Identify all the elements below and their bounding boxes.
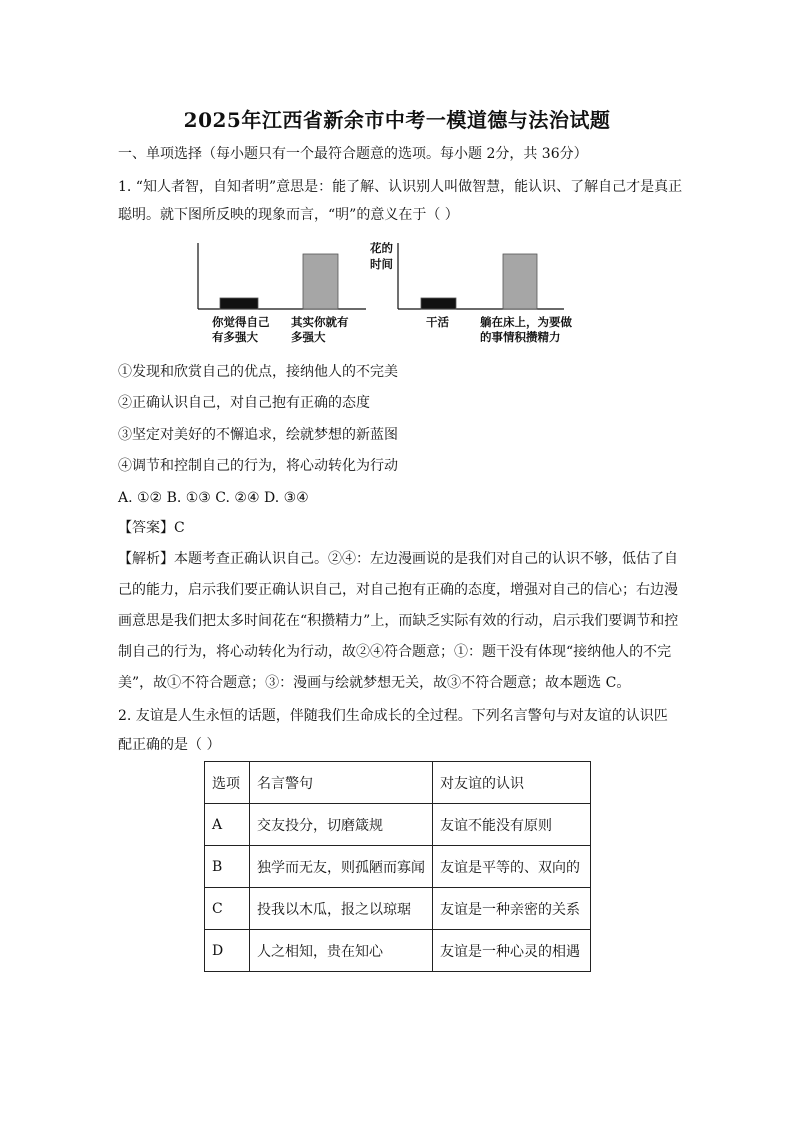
q1-option-3: ③坚定对美好的不懈追求，绘就梦想的新蓝图 [118, 427, 398, 443]
q1-analysis-line-3: 画意思是我们把太多时间花在“积攒精力”上，而缺乏实际有效的行动，启示我们要调节和控 [118, 613, 679, 629]
chart-category-label: 躺在床上，为要做 [480, 315, 572, 329]
chart-bar [303, 254, 338, 309]
table-row [205, 846, 591, 888]
q2-stem-line-1: 2. 友谊是人生永恒的话题，伴随我们生命成长的全过程。下列名言警句与对友谊的认识匹 [118, 708, 668, 724]
table-cell: A [205, 804, 250, 846]
chart-y-axis-label: 花的 [370, 241, 393, 255]
table-cell: 独学而无友，则孤陋而寡闻 [250, 846, 433, 888]
q1-option-4: ④调节和控制自己的行为，将心动转化为行动 [118, 458, 398, 474]
q1-analysis-line-4: 制自己的行为，将心动转化为行动，故②④符合题意；①：题干没有体现“接纳他人的不完 [118, 644, 672, 660]
table-cell: 友谊是平等的、双向的 [433, 846, 591, 888]
table-header-cell: 对友谊的认识 [433, 762, 591, 804]
q1-analysis-line-5: 美”，故①不符合题意；③：漫画与绘就梦想无关，故③不符合题意；故本题选 C。 [118, 675, 631, 691]
table-cell: 交友投分，切磨箴规 [250, 804, 433, 846]
table-cell: 友谊是一种心灵的相遇 [433, 930, 591, 972]
chart-bar [421, 298, 456, 309]
table-row [205, 888, 591, 930]
chart-category-label: 多强大 [291, 330, 326, 344]
chart-category-label: 你觉得自己 [212, 315, 270, 329]
q1-bar-charts [190, 240, 600, 350]
q1-option-1: ①发现和欣赏自己的优点，接纳他人的不完美 [118, 364, 398, 380]
q2-stem-line-2: 配正确的是（ ） [118, 737, 221, 753]
table-cell: 友谊是一种亲密的关系 [433, 888, 591, 930]
chart-category-label: 的事情积攒精力 [480, 330, 561, 344]
chart-y-axis-label: 时间 [370, 257, 393, 271]
section-heading: 一、单项选择（每小题只有一个最符合题意的选项。每小题 2分，共 36分） [118, 146, 588, 162]
page-title: 2025年江西省新余市中考一模道德与法治试题 [183, 108, 611, 132]
table-cell: D [205, 930, 250, 972]
table-header-row [205, 762, 591, 804]
table-header-cell: 名言警句 [250, 762, 433, 804]
table-row [205, 804, 591, 846]
chart-bar [503, 254, 537, 309]
table-header-cell: 选项 [205, 762, 250, 804]
chart-category-label: 其实你就有 [291, 315, 349, 329]
chart-category-label: 有多强大 [212, 330, 258, 344]
table-cell: 人之相知，贵在知心 [250, 930, 433, 972]
q1-analysis-line-1: 【解析】本题考查正确认识自己。②④：左边漫画说的是我们对自己的认识不够，低估了自 [118, 551, 678, 567]
table-cell: 投我以木瓜，报之以琼琚 [250, 888, 433, 930]
q1-answer: 【答案】C [118, 520, 185, 536]
table-cell: C [205, 888, 250, 930]
q1-analysis-line-2: 己的能力，启示我们要正确认识自己，对自己抱有正确的态度，增强对自己的信心；右边漫 [118, 582, 678, 598]
q2-options-table [204, 761, 591, 972]
q1-stem-line-2: 聪明。就下图所反映的现象而言，“明”的意义在于（ ） [118, 207, 459, 223]
q1-choices: A. ①② B. ①③ C. ②④ D. ③④ [118, 490, 309, 506]
table-cell: B [205, 846, 250, 888]
q1-cartoon-figure [190, 240, 600, 350]
chart-category-label: 干活 [426, 315, 449, 329]
q1-option-2: ②正确认识自己，对自己抱有正确的态度 [118, 395, 370, 411]
chart-bar [220, 298, 258, 309]
table-cell: 友谊不能没有原则 [433, 804, 591, 846]
q1-stem-line-1: 1. “知人者智，自知者明”意思是：能了解、认识别人叫做智慧，能认识、了解自己才是真正 [118, 179, 683, 195]
table-row [205, 930, 591, 972]
